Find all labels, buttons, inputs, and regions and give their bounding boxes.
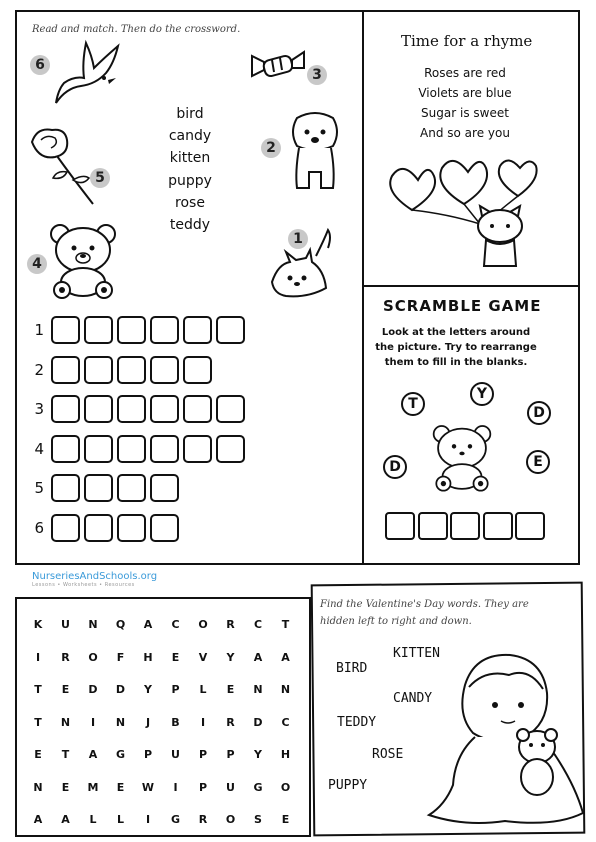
word-search-letter[interactable]: B xyxy=(171,715,180,729)
crossword-cell[interactable] xyxy=(117,316,146,344)
word-search-letter[interactable]: P xyxy=(143,748,153,761)
word-search-letter[interactable]: M xyxy=(87,780,99,794)
crossword-cell[interactable] xyxy=(84,474,113,502)
scramble-instruction: them to fill in the blanks. xyxy=(384,357,528,368)
crossword-cell[interactable] xyxy=(117,514,146,542)
kitty-balloons-icon xyxy=(388,158,553,273)
word-search-letter[interactable]: I xyxy=(173,780,178,794)
word-search-letter[interactable]: E xyxy=(61,683,70,696)
crossword-cell[interactable] xyxy=(84,514,113,542)
crossword-row-label: 4 xyxy=(34,439,44,458)
rhyme-line: Roses are red xyxy=(424,66,506,80)
scramble-blank[interactable] xyxy=(515,512,545,540)
word-search-letter[interactable]: I xyxy=(200,715,206,729)
teddy-icon xyxy=(431,418,493,496)
word-search-letter[interactable]: G xyxy=(115,748,126,761)
site-logo-name: NurseriesAndSchools.org xyxy=(32,571,158,582)
word-search-letter[interactable]: E xyxy=(226,683,235,696)
number-rose: 5 xyxy=(90,168,110,188)
word-search-letter[interactable]: C xyxy=(281,715,290,729)
crossword-cell[interactable] xyxy=(117,474,146,502)
word-search-letter[interactable]: L xyxy=(116,813,124,826)
word-search-letter[interactable]: D xyxy=(253,715,263,729)
crossword-cell[interactable] xyxy=(183,316,212,344)
word-search-letter[interactable]: U xyxy=(171,748,180,761)
crossword-row-label: 5 xyxy=(34,479,44,498)
crossword-cell[interactable] xyxy=(216,316,245,344)
word-search-letter[interactable]: A xyxy=(281,650,290,664)
valentine-word: TEDDY xyxy=(337,715,377,730)
word-search-letter[interactable]: A xyxy=(33,813,43,826)
word-candy: candy xyxy=(168,128,212,144)
word-search-letter[interactable]: O xyxy=(198,618,208,631)
crossword-cell[interactable] xyxy=(51,435,80,463)
crossword-cell[interactable] xyxy=(117,435,146,463)
word-search-letter[interactable]: N xyxy=(60,715,71,729)
word-search-letter[interactable]: J xyxy=(145,715,151,729)
word-search-letter[interactable]: H xyxy=(280,748,291,761)
word-search-letter[interactable]: N xyxy=(115,715,126,729)
word-kitten: kitten xyxy=(169,150,211,166)
word-teddy: teddy xyxy=(169,217,211,233)
scramble-instruction: Look at the letters around xyxy=(381,327,531,338)
horizontal-divider xyxy=(364,285,578,287)
word-search-letter[interactable]: Y xyxy=(226,650,235,664)
valentine-word: ROSE xyxy=(372,747,404,762)
crossword-cell[interactable] xyxy=(117,395,146,423)
word-search-letter[interactable]: A xyxy=(88,748,98,761)
rhyme-title: Time for a rhyme xyxy=(401,32,533,50)
vertical-divider xyxy=(362,12,364,563)
crossword-cell[interactable] xyxy=(51,356,80,384)
word-search-letter[interactable]: E xyxy=(281,813,290,826)
scramble-blank[interactable] xyxy=(450,512,480,540)
crossword-cell[interactable] xyxy=(84,316,113,344)
crossword-cell[interactable] xyxy=(51,395,80,423)
scramble-letter: Y xyxy=(470,382,494,406)
word-search-letter[interactable]: G xyxy=(170,813,181,826)
scramble-blank[interactable] xyxy=(418,512,448,540)
crossword-cell[interactable] xyxy=(117,356,146,384)
number-bird: 6 xyxy=(30,55,50,75)
word-search-letter[interactable]: P xyxy=(198,780,208,794)
number-puppy: 2 xyxy=(261,138,281,158)
word-rose: rose xyxy=(175,195,205,211)
word-search-letter[interactable]: R xyxy=(61,650,70,664)
word-search-letter[interactable]: W xyxy=(141,780,155,794)
word-search-letter[interactable]: U xyxy=(226,780,235,794)
crossword-cell[interactable] xyxy=(150,474,179,502)
word-search-letter[interactable]: P xyxy=(171,683,180,696)
rhyme-line: And so are you xyxy=(420,126,510,140)
word-search-letter[interactable]: N xyxy=(88,618,98,631)
word-search-letter[interactable]: D xyxy=(88,683,98,696)
word-search-letter[interactable]: Q xyxy=(115,618,126,631)
word-search-letter[interactable]: T xyxy=(281,618,290,631)
scramble-instruction: the picture. Try to rearrange xyxy=(375,342,537,353)
number-kitten: 1 xyxy=(288,229,308,249)
crossword-cell[interactable] xyxy=(150,356,179,384)
rhyme-line: Violets are blue xyxy=(418,86,512,100)
crossword-cell[interactable] xyxy=(183,356,212,384)
scramble-blank[interactable] xyxy=(385,512,415,540)
word-search-letter[interactable]: A xyxy=(61,813,70,826)
word-search-letter[interactable]: F xyxy=(116,650,125,664)
word-search-letter[interactable]: T xyxy=(34,715,42,729)
teddy-icon xyxy=(48,220,118,300)
word-search-letter[interactable]: R xyxy=(226,618,235,631)
scramble-blank[interactable] xyxy=(483,512,513,540)
crossword-row-label: 6 xyxy=(34,519,44,537)
word-search-letter[interactable]: N xyxy=(33,780,43,794)
crossword-cell[interactable] xyxy=(183,435,212,463)
crossword-cell[interactable] xyxy=(84,395,113,423)
site-logo xyxy=(32,571,157,588)
rose-icon xyxy=(27,122,97,207)
match-instruction: Read and match. Then do the crossword. xyxy=(32,24,241,35)
word-search-letter[interactable]: V xyxy=(198,650,208,664)
word-search-letter[interactable]: O xyxy=(225,813,236,826)
scramble-letter: D xyxy=(383,455,407,479)
valentine-word: KITTEN xyxy=(393,646,440,661)
crossword-cell[interactable] xyxy=(150,514,179,542)
crossword-cell[interactable] xyxy=(216,395,245,423)
word-search-letter[interactable]: L xyxy=(199,683,207,696)
number-teddy: 4 xyxy=(27,254,47,274)
word-search-letter[interactable]: S xyxy=(254,813,262,826)
number-candy: 3 xyxy=(307,65,327,85)
word-search-letter[interactable]: N xyxy=(280,683,291,696)
word-search-letter[interactable]: R xyxy=(198,813,208,826)
word-search-letter[interactable]: H xyxy=(143,650,153,664)
word-search-letter[interactable]: U xyxy=(61,618,70,631)
word-search-letter[interactable]: E xyxy=(61,780,70,794)
word-search-letter[interactable]: P xyxy=(198,748,208,761)
scramble-letter: E xyxy=(526,450,550,474)
word-search-letter[interactable]: A xyxy=(143,618,153,631)
word-search-letter[interactable]: T xyxy=(61,748,70,761)
word-search-letter[interactable]: Y xyxy=(254,748,262,761)
scramble-title: SCRAMBLE GAME xyxy=(383,297,542,315)
boy-with-teddy-icon xyxy=(425,645,585,830)
word-search-letter[interactable]: O xyxy=(88,650,98,664)
word-search-letter[interactable]: E xyxy=(116,780,125,794)
word-search-letter[interactable]: E xyxy=(34,748,42,761)
crossword-cell[interactable] xyxy=(51,514,80,542)
crossword-row-label: 3 xyxy=(34,400,44,419)
crossword-cell[interactable] xyxy=(150,435,179,463)
puppy-icon xyxy=(285,110,345,195)
crossword-cell[interactable] xyxy=(51,474,80,502)
word-bird: bird xyxy=(176,106,204,122)
crossword-cell[interactable] xyxy=(84,356,113,384)
site-logo-tagline: Lessons • Worksheets • Resources xyxy=(32,582,135,588)
valentine-word: PUPPY xyxy=(328,778,368,793)
candy-icon xyxy=(250,50,306,80)
word-search-letter[interactable]: C xyxy=(171,618,180,631)
crossword-cell[interactable] xyxy=(51,316,80,344)
rhyme-line: Sugar is sweet xyxy=(421,106,509,120)
word-search-letter[interactable]: I xyxy=(145,813,151,826)
word-search-letter[interactable]: I xyxy=(35,650,41,664)
word-search-letter[interactable]: L xyxy=(89,813,97,826)
crossword-cell[interactable] xyxy=(84,435,113,463)
word-search-letter[interactable]: A xyxy=(253,650,263,664)
crossword-cell[interactable] xyxy=(150,395,179,423)
word-search-letter[interactable]: K xyxy=(33,618,43,631)
word-search-letter[interactable]: E xyxy=(171,650,180,664)
valentine-instruction: hidden left to right and down. xyxy=(320,616,472,627)
kitten-icon xyxy=(268,226,343,304)
crossword-row-label: 1 xyxy=(34,321,44,339)
bird-icon xyxy=(46,38,126,113)
crossword-cell[interactable] xyxy=(216,435,245,463)
scramble-letter: D xyxy=(527,401,551,425)
word-search-letter[interactable]: T xyxy=(34,683,42,696)
crossword-cell[interactable] xyxy=(150,316,179,344)
valentine-instruction: Find the Valentine's Day words. They are xyxy=(320,599,529,610)
crossword-row-label: 2 xyxy=(34,360,44,379)
valentine-word: CANDY xyxy=(393,691,433,706)
word-search-letter[interactable]: N xyxy=(253,683,263,696)
word-search-letter[interactable]: O xyxy=(280,780,291,794)
word-search-letter[interactable]: P xyxy=(226,748,235,761)
word-search-letter[interactable]: R xyxy=(226,715,235,729)
valentine-word: BIRD xyxy=(336,661,368,676)
word-search-letter[interactable]: C xyxy=(253,618,263,631)
scramble-letter: T xyxy=(401,392,425,416)
word-search-letter[interactable]: D xyxy=(115,683,126,696)
word-puppy: puppy xyxy=(168,173,212,189)
word-search-letter[interactable]: Y xyxy=(144,683,152,696)
word-search-letter[interactable]: I xyxy=(90,715,96,729)
word-search-letter[interactable]: G xyxy=(253,780,263,794)
crossword-cell[interactable] xyxy=(183,395,212,423)
word-search-grid xyxy=(15,597,311,837)
